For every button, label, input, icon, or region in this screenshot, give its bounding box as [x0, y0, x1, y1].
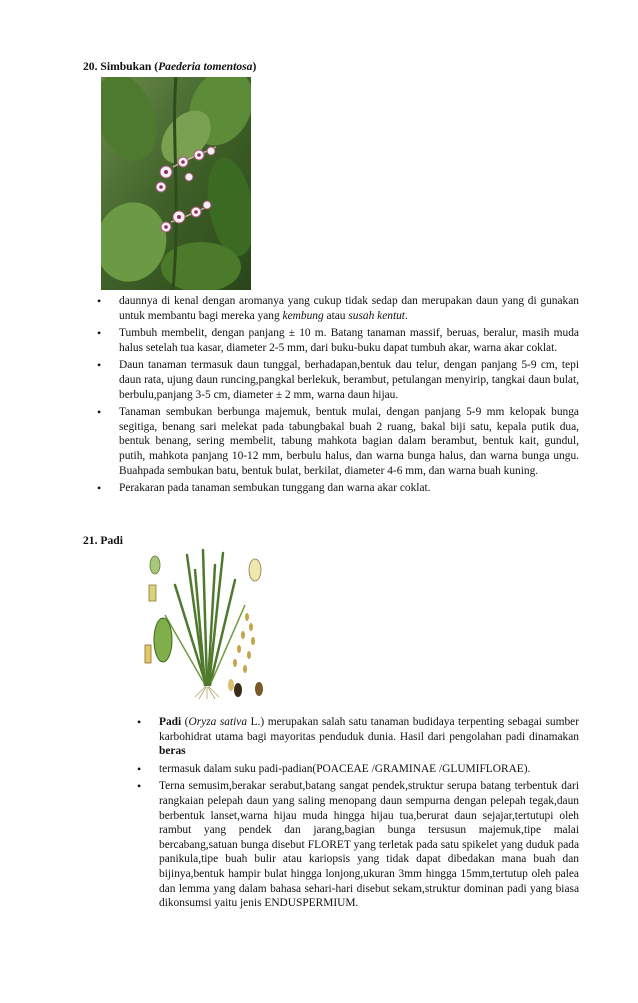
bullet-bold-text: Padi — [159, 716, 182, 728]
bullet-text: . — [404, 309, 408, 322]
list-item: • Tanaman sembukan berbunga majemuk, bentuk mulai, dengan panjang 5-9 mm kelopak bunga segitiga, benang sari melekat pada tabungbakal buah 2 ruang, bakal biji satu, kepala putik dua, bentuk benang, sering membelit, tabung mahkota bagian dalam berambut, bentuk kait, gundul, putih, mahkota panjang 10-12 mm, berbulu halus, dan warna bunga halus, dan warna bunga ungu. Buahpada sembukan batu, bentuk bulat, berkilat, diameter 4-6 mm, dan warna buah kuning. — [119, 405, 579, 478]
section-21-bullet-list — [159, 715, 579, 914]
plant-photo-icon — [101, 77, 251, 290]
list-item: • Perakaran pada tanaman sembukan tunggang dan warna akar coklat. — [119, 481, 579, 496]
bullet-text: ( — [181, 716, 189, 728]
section-21-heading — [83, 534, 123, 549]
section-21-number: 21. — [83, 534, 98, 547]
section-20-heading: 20. Simbukan (Paederia tomentosa) — [83, 60, 257, 73]
section-20-bullet-list — [119, 294, 579, 499]
bullet-italic-text: kembung — [282, 309, 324, 322]
paederia-photo — [101, 77, 251, 290]
oryza-sativa-illustration — [135, 545, 270, 700]
bullet-italic-text: susah kentut — [348, 309, 405, 322]
list-item: • Tumbuh membelit, dengan panjang ± 10 m. Batang tanaman massif, beruas, beralur, masih muda halus setelah tua kasar, diameter 2-5 mm, dari buku-buku dapat tumbuh akar, warna akar coklat. — [119, 326, 579, 355]
section-20-latin-name: Paederia tomentosa — [158, 60, 253, 73]
section-20-title: Simbukan — [100, 60, 152, 73]
list-item: • termasuk dalam suku padi-padian(POACEAE /GRAMINAE /GLUMIFLORAE). — [159, 762, 579, 777]
section-21-title: Padi — [100, 534, 123, 547]
list-item: • Daun tanaman termasuk daun tunggal, berhadapan,bentuk dau telur, dengan panjang 5-9 cm, tepi daun rata, ujung daun runcing,pangkal berlekuk, berambut, petulangan menyirip, tangkai daun bulat, berbulu,panjang 3-5 cm, diameter ± 2 mm, warna daun hijau. — [119, 358, 579, 402]
bullet-text: atau — [323, 309, 349, 322]
bullet-text: daunnya di kenal dengan aromanya yang cukup tidak sedap dan merupakan daun yang di gunakan untuk membantu bagi mereka yang — [119, 295, 579, 322]
list-item: • Terna semusim,berakar serabut,batang sangat pendek,struktur serupa batang terbentuk dari rangkaian pelepah daun yang saling menopang daun sempurna dengan pelepah tegak,daun berbentuk lanset,warna hijau muda hingga hijau tua,berurat daun sejajar,tertutupi oleh rambut yang pendek dan jarang,bagian bunga tersusun majemuk,tipe malai bercabang,satuan bunga disebut FLORET yang terletak pada satu spikelet yang duduk pada panikula,tipe buah bulir atau kariopsis yang tidak dapat dibedakan mana buah dan bijinya,bentuk hampir bulat hingga lonjong,ukuran 3mm hingga 15mm,tertutup oleh palea dan lemma yang dalam bahasa sehari-hari disebut sekam,struktur dominan padi yang biasa dikonsumsi yaitu jenis ENDUSPERMIUM. — [159, 779, 579, 910]
bullet-text: L.) merupakan salah satu tanaman budidaya terpenting sebagai sumber karbohidrat utama bagi mayoritas penduduk dunia. Hasil dari pengolahan padi dinamakan — [159, 716, 579, 743]
list-item — [159, 715, 579, 759]
list-item — [119, 294, 579, 323]
bullet-bold-text: beras — [159, 745, 186, 758]
section-20-number: 20. — [83, 60, 98, 73]
botanical-illustration-icon — [135, 545, 270, 700]
bullet-italic-text: Oryza sativa — [188, 716, 248, 728]
